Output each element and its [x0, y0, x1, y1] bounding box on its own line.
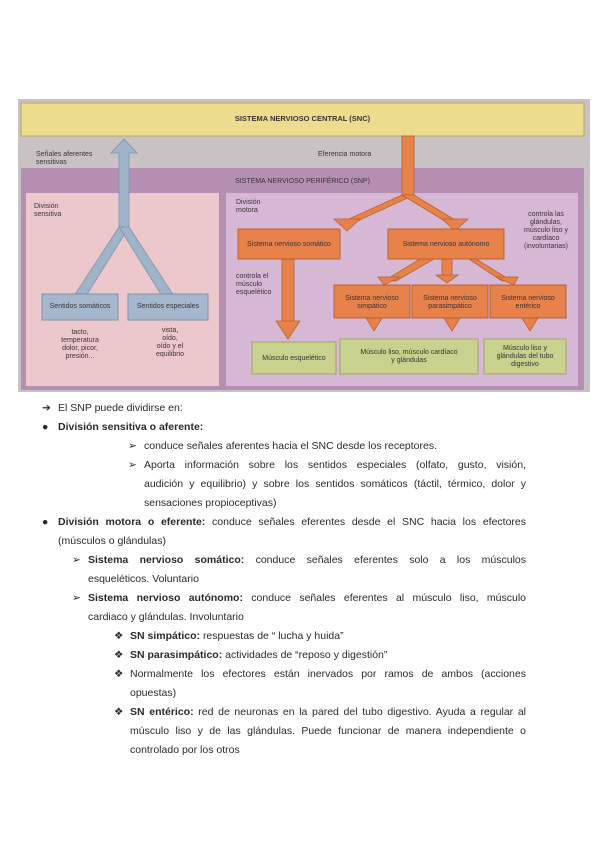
special-senses-list: vista, oído, oído y el equilibrio: [155, 327, 185, 358]
para-line: [130, 646, 387, 665]
intro-text: El SNP puede dividirse en:: [58, 402, 183, 414]
auto-text-a: conduce señales eferentes al músculo liso, músculo: [251, 592, 527, 604]
sub-arrow-icon: ➢: [72, 554, 81, 566]
motor-title: División motora o eferente:: [58, 516, 206, 528]
sensory-line-1: conduce señales aferentes hacia el SNC desde los receptores.: [144, 440, 438, 452]
auto-line-a: [88, 589, 526, 608]
sensory-line-2c: sensaciones propioceptivas): [144, 497, 277, 509]
motor-division-label: División motora: [236, 199, 261, 214]
afferent-label: Señales aferentes sensitivas: [36, 151, 93, 166]
symp-title: SN simpático:: [130, 630, 201, 642]
diamond-bullet-icon: ❖: [114, 649, 124, 661]
controls-involuntary-label: controla las glándulas, músculo liso y cardíaco (involuntarias): [524, 211, 568, 250]
snc-label: SISTEMA NERVIOSO CENTRAL (SNC): [234, 114, 371, 123]
controls-voluntary-label: controla el músculo esquelético: [236, 273, 272, 296]
ent-text-a: red de neuronas en la pared del tubo digestivo. Ayuda a regular al: [198, 706, 527, 718]
nervous-system-diagram: [18, 99, 590, 392]
ent-text-c: controlado por los otros: [130, 744, 240, 756]
symp-label: Sistema nervioso simpático: [345, 295, 399, 310]
symp-text: respuestas de “ lucha y huida”: [202, 630, 344, 642]
parasymp-label: Sistema nervioso parasimpático: [423, 295, 477, 310]
gi-label: Músculo liso y glándulas del tubo digestivo: [496, 345, 554, 368]
diamond-outline-icon: ❖: [114, 668, 124, 680]
smooth-label: Músculo liso, músculo cardíaco y glándulas: [360, 349, 458, 364]
sensory-title: División sensitiva o aferente:: [58, 421, 204, 433]
sns-label: Sistema nervioso somático: [247, 241, 331, 248]
auto-title: Sistema nervioso autónomo:: [88, 592, 243, 604]
intro-arrow-icon: ➔: [42, 402, 51, 414]
motor-text-b: (músculos o glándulas): [58, 535, 166, 547]
normal-text-a: Normalmente los efectores están inervados por ramos de ambos (acciones: [130, 668, 526, 680]
skeletal-label: Músculo esquelético: [262, 355, 326, 362]
somatic-text-a: conduce señales eferentes solo a los músculos: [255, 554, 527, 566]
somatic-text-b: esqueléticos. Voluntario: [88, 573, 199, 585]
ent-text-b: músculo liso y de las glándulas. Puede funcionar de manera independiente o: [130, 725, 526, 737]
sensory-line-2b: audición y equilibrio) y sobre los sentidos somáticos (táctil, térmico, dolor y: [144, 478, 526, 490]
para-title: SN parasimpático:: [130, 649, 223, 661]
sensory-line-2a: Aporta información sobre los sentidos especiales (olfato, gusto, visión,: [144, 459, 526, 471]
special-senses-label: Sentidos especiales: [136, 303, 200, 310]
ent-line-a: [130, 703, 526, 722]
ent-title: SN entérico:: [130, 706, 194, 718]
diamond-bullet-icon: ❖: [114, 630, 124, 642]
sub-arrow-icon: ➢: [72, 592, 81, 604]
bullet-dot-icon: ●: [42, 421, 49, 433]
efferent-label: Eferencia motora: [318, 151, 372, 158]
sub-arrow-icon: ➢: [128, 459, 137, 471]
snp-label: SISTEMA NERVIOSO PERIFÉRICO (SNP): [235, 178, 370, 185]
symp-line: [130, 627, 344, 646]
normal-text-b: opuestas): [130, 687, 177, 699]
sensory-division-label: División sensitiva: [34, 203, 62, 218]
motor-line-a: [58, 513, 526, 532]
somatic-title: Sistema nervioso somático:: [88, 554, 245, 566]
somatic-senses-label: Sentidos somáticos: [49, 303, 111, 310]
somatic-line-a: [88, 551, 526, 570]
para-text: actividades de “reposo y digestión”: [225, 649, 388, 661]
diamond-bullet-icon: ❖: [114, 706, 124, 718]
auto-text-b: cardiaco y glándulas. Involuntario: [88, 611, 244, 623]
sub-arrow-icon: ➢: [128, 440, 137, 452]
somatic-senses-list: tacto, temperatura dolor, picor, presión...: [61, 329, 99, 360]
enteric-label: Sistema nervioso entérico: [501, 295, 555, 310]
bullet-dot-icon: ●: [42, 516, 49, 528]
sna-label: Sistema nervioso autónomo: [402, 241, 490, 248]
motor-text-a: conduce señales eferentes desde el SNC hacia los efectores: [212, 516, 527, 528]
